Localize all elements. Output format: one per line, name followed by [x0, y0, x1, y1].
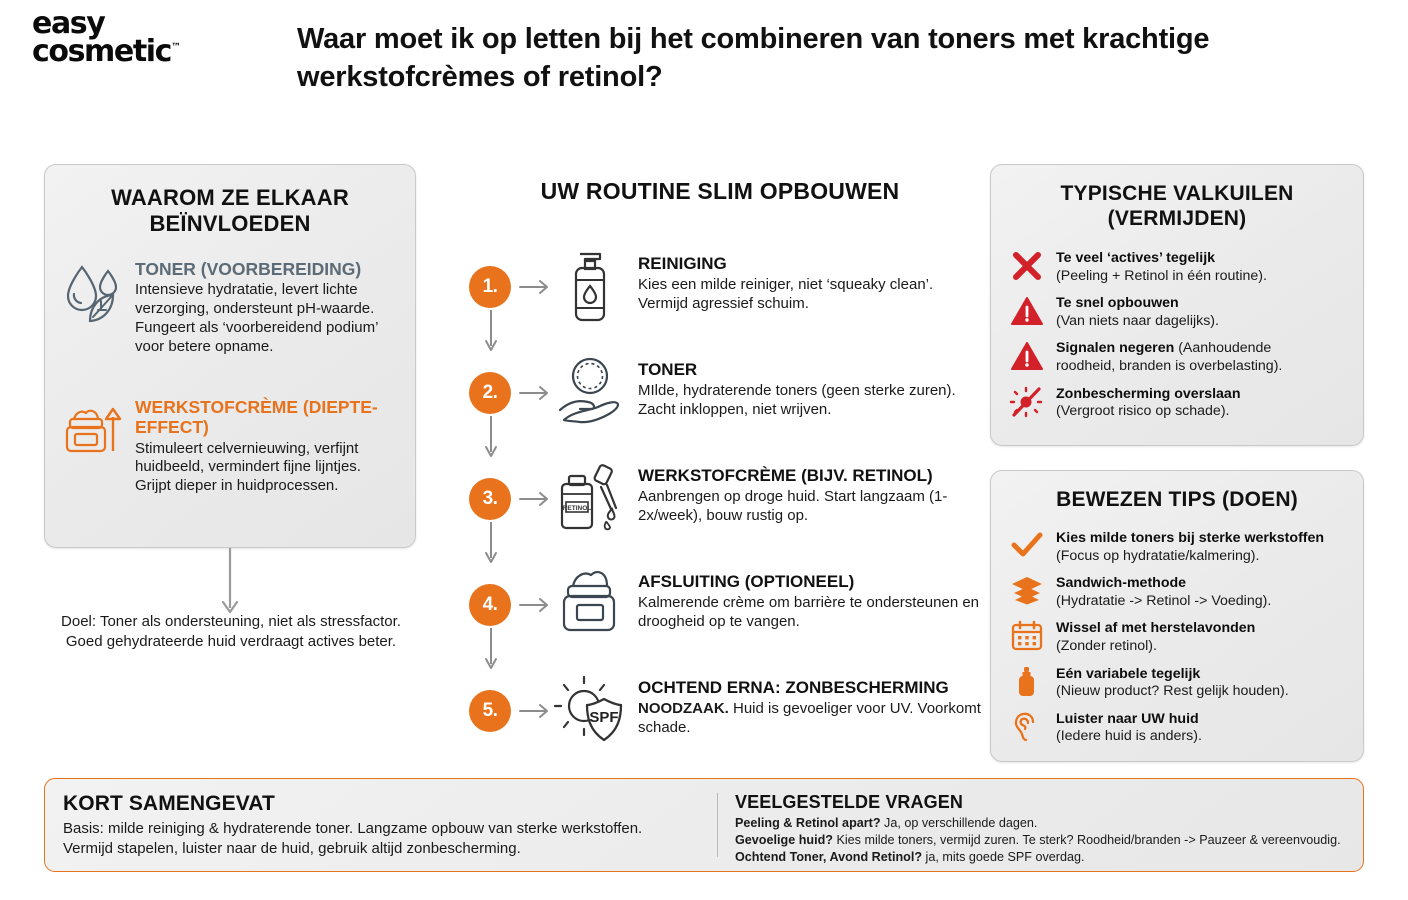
tip-bold: Kies milde toners bij sterke werkstoffen: [1056, 530, 1325, 546]
routine-steps-list: [462, 248, 982, 778]
warning-triangle-icon: [1008, 294, 1046, 330]
pump-bottle-icon: [554, 248, 626, 326]
faq-question: Gevoelige huid?: [735, 832, 833, 847]
why-item-heading: TONER (VOORBEREIDING): [135, 259, 362, 279]
step-connector-arrow-icon: [483, 310, 497, 356]
trademark-symbol: ™: [171, 41, 182, 53]
summary-divider: [717, 793, 718, 857]
faq-title: VEELGESTELDE VRAGEN: [735, 792, 963, 812]
routine-step: [462, 354, 982, 460]
warning-triangle-icon: [1008, 339, 1046, 375]
tip-text: [1056, 710, 1350, 746]
tip-bold: Eén variabele tegelijk: [1056, 665, 1201, 682]
summary-line-1: Basis: milde reiniging & hydraterende toner. Langzame opbouw van sterke werkstoffen.: [63, 820, 643, 837]
routine-step: [462, 248, 982, 354]
step-body: MIlde, hydraterende toners (geen sterke zuren). Zacht inkloppen, niet wrijven.: [638, 382, 956, 419]
step-connector-arrow-icon: [483, 522, 497, 568]
faq-answer: ja, mits goede SPF overdag.: [922, 849, 1085, 864]
cream-jar-arrow-icon: [63, 397, 123, 496]
droplet-leaf-icon: [63, 259, 123, 357]
brand-logo-line-1: easy: [32, 6, 105, 41]
step-arrow-icon: [520, 490, 552, 508]
routine-step: [462, 460, 982, 566]
tip-second: (Focus op hydratatie/kalmering).: [1056, 547, 1260, 564]
bottle-icon: [1008, 665, 1046, 701]
spf-shield-label: SPF: [589, 709, 619, 726]
step-heading: WERKSTOFCRÈME (BIJV. RETINOL): [638, 466, 933, 485]
step-body: Aanbrengen op droge huid. Start langzaam (1-2x/week), bouw rustig op.: [638, 488, 948, 525]
pitfall-item: [1008, 249, 1350, 285]
pitfall-bold: Te snel opbouwen: [1056, 295, 1179, 312]
tip-bold: Wissel af met herstelavonden: [1056, 620, 1256, 637]
tip-item: [1008, 710, 1350, 746]
summary-line-2: Vermijd stapelen, luister naar de huid, gebruik altijd zonbescherming.: [63, 839, 521, 857]
tip-item: [1008, 529, 1350, 565]
pitfall-item: [1008, 339, 1350, 375]
layers-icon: [1008, 574, 1046, 610]
why-item-body: Intensieve hydratatie, levert lichte verzorging, ondersteunt pH-waarde. Fungeert als ‘voorbereidend podium’ voor betere opname.: [135, 281, 378, 355]
why-to-note-arrow-icon: [228, 548, 232, 620]
step-body-rest: Huid is gevoeliger voor UV. Voorkomt schade.: [638, 700, 981, 737]
calendar-icon: [1008, 619, 1046, 655]
step-body: Kies een milde reiniger, niet ‘squeaky clean’. Vermijd agressief schuim.: [638, 276, 934, 313]
why-panel-note: Doel: Toner als ondersteuning, niet als stressfactor. Goed gehydrateerde huid verdraagt actives beter.: [61, 613, 401, 650]
brand-logo-line-2: [32, 33, 217, 69]
pitfall-rest: (Aanhoudende: [1174, 340, 1272, 357]
faq-item: [735, 832, 1345, 849]
pitfall-text: [1056, 385, 1350, 421]
no-sun-icon: [1008, 385, 1046, 421]
tip-text: [1056, 619, 1350, 655]
ear-icon: [1008, 710, 1046, 746]
tip-bold: Sandwich-methode: [1056, 575, 1187, 592]
why-item-werkstofcreme: [63, 397, 399, 496]
step-heading: AFSLUITING (OPTIONEEL): [638, 572, 855, 591]
tip-bold: Luister naar UW huid: [1056, 710, 1199, 727]
step-connector-arrow-icon: [483, 416, 497, 462]
step-arrow-icon: [520, 702, 552, 720]
faq-question: Ochtend Toner, Avond Retinol?: [735, 849, 923, 864]
cotton-pad-hand-icon: [554, 354, 626, 432]
pitfall-bold: Signalen negeren: [1056, 340, 1175, 357]
tip-second: (Hydratatie -> Retinol -> Voeding).: [1056, 592, 1272, 609]
step-arrow-icon: [520, 384, 552, 402]
faq-item: [735, 849, 1345, 866]
summary-bar: [44, 778, 1364, 872]
sun-spf-shield-icon: [554, 672, 626, 750]
pitfall-text: [1056, 249, 1350, 285]
tip-text: [1056, 665, 1350, 701]
step-heading: REINIGING: [638, 254, 727, 273]
pitfall-text: [1056, 339, 1350, 375]
pitfalls-panel: [990, 164, 1364, 446]
pitfall-text: [1056, 294, 1350, 330]
step-heading: OCHTEND ERNA: ZONBESCHERMING: [638, 678, 949, 697]
why-item-toner: [63, 259, 399, 357]
why-they-influence-panel: [44, 164, 416, 548]
step-number-badge: 5.: [469, 690, 511, 732]
pitfall-second: roodheid, branden is overbelasting).: [1056, 358, 1283, 375]
cross-icon: [1008, 249, 1046, 285]
tips-list: [1008, 529, 1350, 755]
step-body-emphasis: NOODZAAK.: [638, 700, 729, 718]
why-panel-title: WAAROM ZE ELKAAR BEÏNVLOEDEN: [111, 185, 349, 236]
step-number-badge: 2.: [469, 372, 511, 414]
summary-title: KORT SAMENGEVAT: [63, 792, 275, 815]
step-arrow-icon: [520, 596, 552, 614]
step-body: [638, 700, 982, 738]
faq-answer: Ja, op verschillende dagen.: [880, 816, 1038, 830]
faq-answer: Kies milde toners, vermijd zuren. Te sterk? Roodheid/branden -> Pauzeer & vereenvoudig.: [832, 832, 1341, 847]
retinol-dropper-icon: [554, 460, 626, 538]
pitfall-second: (Van niets naar dagelijks).: [1056, 312, 1219, 329]
step-body: Kalmerende crème om barrière te ondersteunen en droogheid op te vangen.: [638, 594, 980, 631]
faq-section: [735, 792, 1345, 866]
step-heading: TONER: [638, 360, 698, 379]
tip-second: (Zonder retinol).: [1056, 638, 1157, 655]
faq-item: [735, 815, 1345, 832]
faq-question: Peeling & Retinol apart?: [735, 816, 881, 830]
brand-logo[interactable]: [32, 6, 217, 69]
tip-second: (Iedere huid is anders).: [1056, 728, 1202, 745]
tip-item: [1008, 619, 1350, 655]
pitfall-item: [1008, 385, 1350, 421]
pitfall-item: [1008, 294, 1350, 330]
pitfall-second: (Peeling + Retinol in één routine).: [1056, 267, 1267, 284]
tip-item: [1008, 665, 1350, 701]
cream-jar-icon: [554, 566, 626, 644]
step-number-badge: 4.: [469, 584, 511, 626]
page-header: [0, 0, 1408, 115]
pitfall-bold: Zonbescherming overslaan: [1056, 385, 1241, 402]
pitfall-bold: Te veel ‘actives’ tegelijk: [1056, 250, 1216, 266]
step-number-badge: 3.: [469, 478, 511, 520]
step-arrow-icon: [520, 278, 552, 296]
tips-panel: [990, 470, 1364, 762]
tip-text: [1056, 574, 1350, 610]
pitfalls-list: [1008, 249, 1350, 430]
why-item-body: Stimuleert celvernieuwing, verfijnt huidbeeld, vermindert fijne lijntjes. Grijpt dieper in huidprocessen.: [135, 439, 361, 495]
step-number-badge: 1.: [469, 266, 511, 308]
summary-section: [63, 792, 713, 858]
retinol-bottle-label: RETINOL: [562, 505, 592, 512]
routine-step: [462, 672, 982, 778]
step-connector-arrow-icon: [483, 628, 497, 674]
brand-logo-word: cosmetic: [32, 33, 172, 69]
tip-second: (Nieuw product? Rest gelijk houden).: [1056, 683, 1289, 700]
tip-text: [1056, 529, 1350, 565]
check-icon: [1008, 529, 1046, 565]
routine-title: UW ROUTINE SLIM OPBOUWEN: [540, 178, 900, 204]
why-item-heading: WERKSTOFCRÈME (DIEPTE-EFFECT): [135, 397, 378, 438]
tips-panel-title: BEWEZEN TIPS (DOEN): [1056, 488, 1298, 511]
page-title: Waar moet ik op letten bij het combineren van toners met krachtige werkstofcrèmes of retinol?: [297, 23, 1210, 94]
routine-step: [462, 566, 982, 672]
pitfalls-panel-title: TYPISCHE VALKUILEN (VERMIJDEN): [1060, 182, 1294, 230]
tip-item: [1008, 574, 1350, 610]
pitfall-second: (Vergroot risico op schade).: [1056, 403, 1230, 420]
